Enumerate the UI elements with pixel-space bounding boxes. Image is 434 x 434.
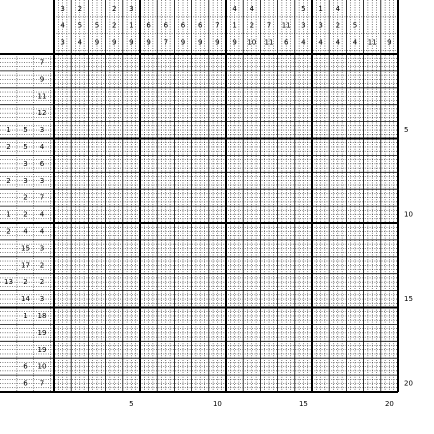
column-clue: 5 <box>94 21 100 30</box>
row-clue: 14 <box>21 295 30 304</box>
row-clue: 11 <box>37 92 47 101</box>
column-clue: 4 <box>232 5 237 13</box>
row-clue: 6 <box>23 362 28 371</box>
column-clue: 9 <box>111 38 117 47</box>
column-clue: 6 <box>146 21 151 30</box>
row-clue: 1 <box>6 210 11 219</box>
column-clue: 4 <box>318 38 323 47</box>
column-clue: 4 <box>335 38 341 47</box>
column-clue: 3 <box>60 5 65 13</box>
column-clue: 11 <box>281 21 291 30</box>
column-clue: 5 <box>301 5 306 13</box>
column-clue: 6 <box>163 21 169 30</box>
column-clue: 2 <box>111 21 117 30</box>
row-clue: 2 <box>6 227 11 236</box>
row-clue: 12 <box>37 109 47 118</box>
column-clue: 7 <box>215 21 220 30</box>
row-clue: 5 <box>23 126 28 135</box>
row-clue: 13 <box>4 278 13 287</box>
column-clue: 1 <box>129 21 134 30</box>
row-clue: 4 <box>39 210 45 219</box>
column-clue: 2 <box>111 5 117 13</box>
row-clue: 1 <box>6 126 11 135</box>
column-clue: 3 <box>301 21 306 30</box>
row-clue: 2 <box>39 278 45 287</box>
row-clue: 7 <box>39 193 45 202</box>
column-number: 20 <box>384 400 394 408</box>
row-number: 10 <box>404 210 413 219</box>
column-clue: 5 <box>352 21 358 30</box>
row-clue: 10 <box>37 362 47 371</box>
column-clue: 3 <box>129 5 134 13</box>
row-clue: 6 <box>39 159 45 168</box>
column-clue: 9 <box>129 38 134 47</box>
row-clue: 1 <box>23 311 28 320</box>
column-clue: 9 <box>197 38 203 47</box>
column-clue: 6 <box>197 21 203 30</box>
column-number: 5 <box>129 400 134 408</box>
column-clue: 2 <box>335 21 341 30</box>
row-number: 5 <box>404 126 409 135</box>
row-clue: 6 <box>23 379 28 388</box>
column-clue: 1 <box>232 21 237 30</box>
row-clue: 4 <box>39 227 45 236</box>
row-clue: 3 <box>39 126 45 135</box>
row-numbers <box>404 126 413 388</box>
row-clue: 3 <box>39 244 45 253</box>
column-clue: 4 <box>352 38 358 47</box>
column-clue: 2 <box>249 21 255 30</box>
row-clue: 5 <box>23 142 28 151</box>
column-clue: 9 <box>215 38 220 47</box>
row-clue: 2 <box>23 278 28 287</box>
column-clue: 11 <box>367 38 377 47</box>
column-number: 10 <box>212 400 222 408</box>
column-numbers <box>129 400 394 408</box>
column-clue: 3 <box>60 38 65 47</box>
row-clue: 3 <box>39 176 45 185</box>
row-clue: 7 <box>39 58 45 67</box>
column-clue: 9 <box>232 38 237 47</box>
row-clue: 2 <box>6 142 11 151</box>
row-clue: 17 <box>21 261 30 270</box>
column-clue: 4 <box>335 5 341 13</box>
row-clue: 2 <box>6 176 11 185</box>
grid-cell[interactable] <box>192 223 209 240</box>
row-clue: 2 <box>23 193 28 202</box>
row-number: 20 <box>404 379 413 388</box>
column-clue: 1 <box>318 5 323 13</box>
column-clue: 4 <box>301 38 306 47</box>
column-number: 15 <box>298 400 308 408</box>
row-number: 15 <box>404 295 413 304</box>
row-clue: 2 <box>39 261 45 270</box>
row-clue: 3 <box>39 295 45 304</box>
row-clue: 2 <box>23 210 28 219</box>
row-clue: 4 <box>23 227 28 236</box>
column-clue: 9 <box>94 38 100 47</box>
column-clue: 9 <box>387 38 392 47</box>
row-clue: 19 <box>37 328 47 337</box>
column-clue: 6 <box>283 38 289 47</box>
column-clue: 6 <box>180 21 186 30</box>
column-clue: 9 <box>146 38 151 47</box>
row-clue: 4 <box>39 142 45 151</box>
column-clue: 11 <box>264 38 274 47</box>
column-clue: 4 <box>249 5 255 13</box>
column-clue: 10 <box>247 38 257 47</box>
column-clue: 4 <box>60 21 65 30</box>
row-clue: 19 <box>37 345 47 354</box>
column-clue: 7 <box>266 21 272 30</box>
row-clue: 15 <box>21 244 30 253</box>
row-clue: 9 <box>39 75 45 84</box>
column-clue: 5 <box>77 21 83 30</box>
column-clue: 7 <box>163 38 169 47</box>
row-clue: 3 <box>23 159 28 168</box>
column-clue: 9 <box>180 38 186 47</box>
column-clue: 4 <box>77 38 83 47</box>
column-clue: 3 <box>318 21 323 30</box>
column-clue: 2 <box>77 5 83 13</box>
row-clue: 3 <box>23 176 28 185</box>
row-clue: 7 <box>39 379 45 388</box>
row-clue: 18 <box>37 311 47 320</box>
